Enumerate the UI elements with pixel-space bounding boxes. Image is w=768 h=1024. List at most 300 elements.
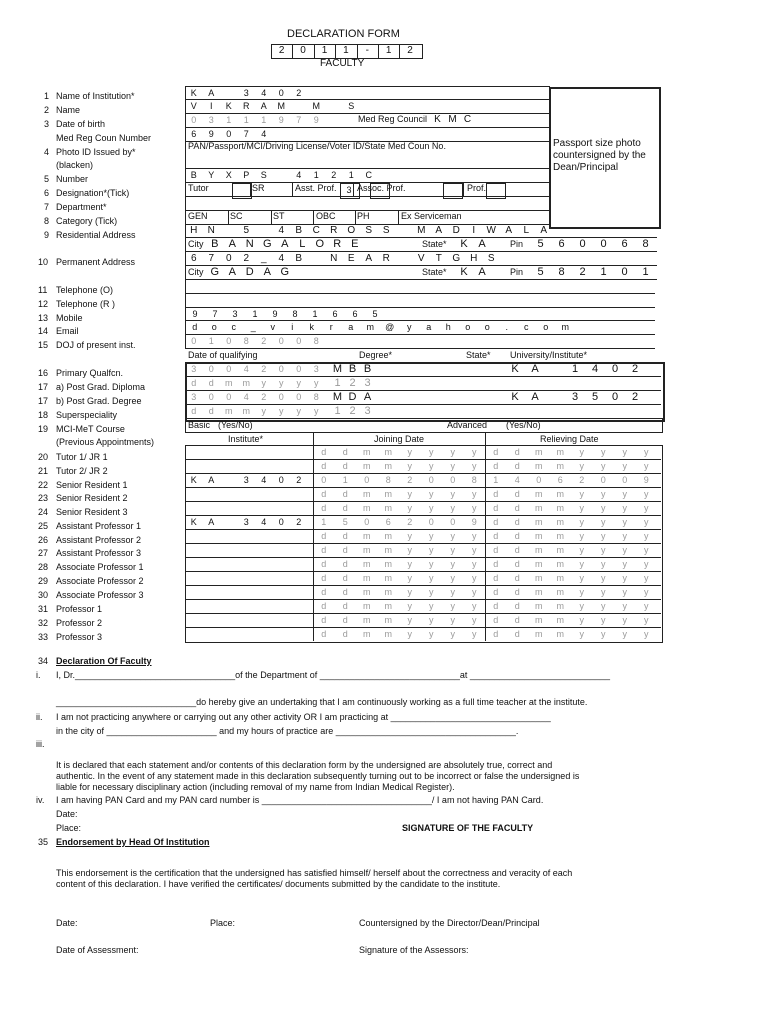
appt-relieving-char[interactable]: d <box>493 587 499 597</box>
qual-university-char[interactable]: 2 <box>631 363 639 375</box>
appt-joining-char[interactable]: m <box>384 601 392 611</box>
residential-pin-char[interactable]: 0 <box>600 238 607 250</box>
name-char[interactable]: A <box>260 101 267 111</box>
name-char[interactable]: M <box>312 101 320 111</box>
permanent-city-char[interactable]: A <box>263 266 271 278</box>
appt-relieving-char[interactable]: d <box>493 461 499 471</box>
appt-relieving-char[interactable]: m <box>556 461 564 471</box>
qual-university-char[interactable]: 2 <box>631 391 639 403</box>
email-char[interactable]: a <box>426 322 432 332</box>
appt-joining-char[interactable]: y <box>429 573 434 583</box>
appt-joining-char[interactable]: y <box>407 587 412 597</box>
appt-joining-char[interactable]: y <box>472 587 477 597</box>
appt-joining-char[interactable]: d <box>321 461 327 471</box>
appt-joining-char[interactable]: y <box>472 531 477 541</box>
id-number-char[interactable]: Y <box>208 170 215 180</box>
name-char[interactable]: M <box>277 101 285 111</box>
qual-date-char[interactable]: d <box>208 378 214 388</box>
appt-relieving-char[interactable]: d <box>514 545 520 555</box>
id-number-char[interactable]: S <box>260 170 267 180</box>
appt-relieving-char[interactable]: 9 <box>643 475 649 485</box>
appt-relieving-char[interactable]: y <box>622 517 627 527</box>
appt-joining-char[interactable]: y <box>472 545 477 555</box>
residential-city-char[interactable]: L <box>299 238 306 250</box>
mobile-char[interactable]: 9 <box>192 309 198 319</box>
appt-relieving-char[interactable]: d <box>493 545 499 555</box>
appt-joining-char[interactable]: m <box>384 489 392 499</box>
appt-joining-char[interactable]: d <box>342 615 348 625</box>
qual-date-char[interactable]: 3 <box>313 364 319 374</box>
appt-joining-char[interactable]: d <box>321 503 327 513</box>
appt-joining-char[interactable]: d <box>342 601 348 611</box>
qual-degree-char[interactable]: 1 <box>334 377 341 389</box>
appt-relieving-char[interactable]: d <box>514 489 520 499</box>
institution-code-char[interactable]: A <box>208 88 215 98</box>
qual-date-char[interactable]: y <box>296 406 301 416</box>
appt-relieving-char[interactable]: d <box>493 601 499 611</box>
doj-char[interactable]: 1 <box>208 336 214 346</box>
permanent-address-char[interactable]: 2 <box>243 253 250 264</box>
appt-joining-char[interactable]: 0 <box>450 517 456 527</box>
appt-relieving-char[interactable]: y <box>601 559 606 569</box>
residential-state-char[interactable]: A <box>478 238 486 250</box>
appt-joining-char[interactable]: y <box>407 629 412 639</box>
residential-address-char[interactable]: W <box>486 225 496 236</box>
doj-char[interactable]: 0 <box>278 336 284 346</box>
appt-relieving-char[interactable]: d <box>493 559 499 569</box>
qual-date-char[interactable]: y <box>261 406 266 416</box>
appt-relieving-char[interactable]: m <box>535 587 543 597</box>
appt-joining-char[interactable]: y <box>407 601 412 611</box>
appt-relieving-char[interactable]: y <box>622 587 627 597</box>
appt-relieving-char[interactable]: y <box>622 503 627 513</box>
appt-joining-char[interactable]: y <box>472 629 477 639</box>
designation-mark[interactable]: 3 <box>346 185 352 195</box>
mobile-char[interactable]: 6 <box>352 309 358 319</box>
qual-date-char[interactable]: m <box>225 406 233 416</box>
appt-joining-char[interactable]: m <box>363 489 371 499</box>
residential-city-char[interactable]: A <box>281 238 289 250</box>
email-char[interactable]: m <box>366 322 374 332</box>
appt-relieving-char[interactable]: d <box>514 517 520 527</box>
institution-code-char[interactable]: 4 <box>261 88 267 98</box>
med-reg-council-char[interactable]: M <box>448 114 457 125</box>
qual-degree-char[interactable]: 2 <box>349 405 356 417</box>
appt-joining-char[interactable]: y <box>450 615 455 625</box>
email-char[interactable]: v <box>270 322 275 332</box>
permanent-pin-char[interactable]: 1 <box>642 266 649 278</box>
appt-joining-char[interactable]: d <box>321 545 327 555</box>
dob-char[interactable]: 3 <box>208 115 214 125</box>
dob-char[interactable]: 1 <box>261 115 267 125</box>
appt-relieving-char[interactable]: d <box>493 629 499 639</box>
mobile-char[interactable]: 6 <box>332 309 338 319</box>
qual-date-char[interactable]: y <box>296 378 301 388</box>
appt-relieving-char[interactable]: d <box>493 447 499 457</box>
id-number-char[interactable]: X <box>225 170 232 180</box>
dob-char[interactable]: 9 <box>313 115 319 125</box>
residential-address-char[interactable]: A <box>435 225 443 236</box>
residential-address-char[interactable]: A <box>540 225 548 236</box>
appt-relieving-char[interactable]: m <box>556 531 564 541</box>
appt-joining-char[interactable]: d <box>321 531 327 541</box>
doj-char[interactable]: 8 <box>243 336 249 346</box>
appt-joining-char[interactable]: 5 <box>342 517 348 527</box>
appt-joining-char[interactable]: m <box>384 587 392 597</box>
appt-joining-char[interactable]: y <box>429 629 434 639</box>
appt-joining-char[interactable]: 1 <box>321 517 327 527</box>
qual-university-char[interactable]: 3 <box>571 391 579 403</box>
appt-relieving-char[interactable]: y <box>644 629 649 639</box>
appt-relieving-char[interactable]: y <box>644 447 649 457</box>
residential-pin-char[interactable]: 6 <box>558 238 565 250</box>
appt-joining-char[interactable]: 8 <box>385 475 391 485</box>
appt-joining-char[interactable]: m <box>384 615 392 625</box>
appt-joining-char[interactable]: d <box>321 587 327 597</box>
qual-degree-char[interactable]: A <box>363 391 372 403</box>
appt-relieving-char[interactable]: y <box>601 587 606 597</box>
year-char[interactable]: 0 <box>300 45 306 56</box>
appt-joining-char[interactable]: m <box>384 559 392 569</box>
appt-joining-char[interactable]: y <box>407 545 412 555</box>
name-char[interactable]: I <box>209 101 213 111</box>
appt-relieving-char[interactable]: m <box>535 559 543 569</box>
qual-university-char[interactable]: 1 <box>571 363 579 375</box>
appt-relieving-char[interactable]: d <box>514 587 520 597</box>
appt-relieving-char[interactable]: y <box>579 531 584 541</box>
id-number-char[interactable]: B <box>190 170 197 180</box>
residential-city-char[interactable]: B <box>211 238 219 250</box>
appt-relieving-char[interactable]: d <box>493 503 499 513</box>
appt-relieving-char[interactable]: y <box>644 489 649 499</box>
qual-university-char[interactable]: 0 <box>611 363 619 375</box>
appt-relieving-char[interactable]: d <box>514 447 520 457</box>
appt-relieving-char[interactable]: y <box>601 461 606 471</box>
appt-joining-char[interactable]: m <box>363 461 371 471</box>
appt-institute-char[interactable]: 3 <box>243 517 249 527</box>
appt-relieving-char[interactable]: m <box>535 531 543 541</box>
residential-address-char[interactable]: 4 <box>278 225 285 236</box>
permanent-address-char[interactable]: 0 <box>225 253 232 264</box>
appt-joining-char[interactable]: y <box>472 615 477 625</box>
dob-char[interactable]: 1 <box>226 115 232 125</box>
appt-joining-char[interactable]: m <box>384 629 392 639</box>
appt-relieving-char[interactable]: y <box>601 629 606 639</box>
email-char[interactable]: i <box>291 322 294 332</box>
permanent-address-char[interactable]: N <box>330 253 338 264</box>
appt-relieving-char[interactable]: y <box>579 587 584 597</box>
appt-relieving-char[interactable]: m <box>556 447 564 457</box>
appt-joining-char[interactable]: m <box>384 545 392 555</box>
qual-degree-char[interactable]: D <box>348 391 357 403</box>
qual-date-char[interactable]: 3 <box>191 364 197 374</box>
year-char[interactable]: 1 <box>385 45 392 56</box>
email-char[interactable]: @ <box>385 322 395 332</box>
appt-joining-char[interactable]: m <box>384 573 392 583</box>
permanent-address-char[interactable]: T <box>435 253 442 264</box>
email-char[interactable]: y <box>407 322 412 332</box>
appt-relieving-char[interactable]: d <box>493 531 499 541</box>
appt-joining-char[interactable]: y <box>472 573 477 583</box>
med-reg-number-char[interactable]: 4 <box>261 129 267 139</box>
qual-degree-char[interactable]: M <box>332 363 343 375</box>
qual-date-char[interactable]: m <box>242 406 250 416</box>
qual-date-char[interactable]: d <box>191 378 197 388</box>
appt-relieving-char[interactable]: d <box>493 615 499 625</box>
doj-char[interactable]: 8 <box>313 336 319 346</box>
appt-joining-char[interactable]: y <box>472 489 477 499</box>
residential-address-char[interactable]: N <box>207 225 215 236</box>
appt-relieving-char[interactable]: d <box>514 531 520 541</box>
id-number-char[interactable]: 4 <box>296 170 302 180</box>
appt-joining-char[interactable]: y <box>429 545 434 555</box>
appt-relieving-char[interactable]: y <box>579 503 584 513</box>
appt-joining-char[interactable]: m <box>384 531 392 541</box>
appt-joining-char[interactable]: d <box>342 503 348 513</box>
appt-relieving-char[interactable]: y <box>579 447 584 457</box>
appt-joining-char[interactable]: 9 <box>471 517 477 527</box>
appt-relieving-char[interactable]: y <box>644 531 649 541</box>
qual-date-char[interactable]: 0 <box>278 392 284 402</box>
qual-date-char[interactable]: d <box>208 406 214 416</box>
permanent-address-char[interactable]: _ <box>260 253 267 264</box>
appt-joining-char[interactable]: d <box>321 559 327 569</box>
email-char[interactable]: m <box>561 322 569 332</box>
mobile-char[interactable]: 9 <box>272 309 278 319</box>
qual-date-char[interactable]: 0 <box>226 392 232 402</box>
appt-joining-char[interactable]: 0 <box>321 475 327 485</box>
permanent-city-char[interactable]: D <box>245 266 254 278</box>
appt-joining-char[interactable]: d <box>342 587 348 597</box>
appt-institute-char[interactable]: A <box>208 517 215 527</box>
appt-joining-char[interactable]: d <box>342 573 348 583</box>
appt-relieving-char[interactable]: d <box>493 517 499 527</box>
appt-institute-char[interactable]: 0 <box>278 475 284 485</box>
year-char[interactable]: 1 <box>321 45 328 56</box>
year-char[interactable]: 2 <box>407 45 413 56</box>
permanent-pin-char[interactable]: 1 <box>600 266 607 278</box>
appt-relieving-char[interactable]: m <box>535 573 543 583</box>
email-char[interactable]: k <box>309 322 314 332</box>
appt-joining-char[interactable]: y <box>429 503 434 513</box>
appt-relieving-char[interactable]: y <box>622 559 627 569</box>
appt-joining-char[interactable]: y <box>450 601 455 611</box>
appt-relieving-char[interactable]: 4 <box>514 475 520 485</box>
appt-relieving-char[interactable]: y <box>579 489 584 499</box>
qual-date-char[interactable]: 3 <box>191 392 197 402</box>
appt-relieving-char[interactable]: 6 <box>557 475 563 485</box>
med-reg-number-char[interactable]: 0 <box>226 129 232 139</box>
name-char[interactable]: S <box>348 101 355 111</box>
appt-joining-char[interactable]: y <box>450 629 455 639</box>
permanent-address-char[interactable]: E <box>347 253 355 264</box>
residential-city-char[interactable]: E <box>351 238 359 250</box>
institution-code-char[interactable]: 0 <box>278 88 284 98</box>
appt-relieving-char[interactable]: m <box>535 517 543 527</box>
qual-date-char[interactable]: 0 <box>278 364 284 374</box>
permanent-address-char[interactable]: 6 <box>190 253 197 264</box>
permanent-pin-char[interactable]: 0 <box>621 266 628 278</box>
residential-address-char[interactable]: M <box>417 225 426 236</box>
appt-relieving-char[interactable]: y <box>644 559 649 569</box>
appt-relieving-char[interactable]: m <box>556 587 564 597</box>
appt-joining-char[interactable]: d <box>321 447 327 457</box>
institution-code-char[interactable]: 3 <box>243 88 249 98</box>
appt-joining-char[interactable]: m <box>363 629 371 639</box>
qual-date-char[interactable]: 4 <box>243 364 249 374</box>
appt-relieving-char[interactable]: y <box>622 573 627 583</box>
email-char[interactable]: o <box>211 322 217 332</box>
appt-joining-char[interactable]: m <box>363 601 371 611</box>
appt-relieving-char[interactable]: y <box>622 489 627 499</box>
qual-degree-char[interactable]: B <box>348 363 357 375</box>
appt-relieving-char[interactable]: y <box>622 545 627 555</box>
appt-joining-char[interactable]: y <box>407 531 412 541</box>
mobile-char[interactable]: 7 <box>212 309 218 319</box>
email-char[interactable]: o <box>543 322 549 332</box>
year-char[interactable]: 1 <box>343 45 349 56</box>
residential-address-char[interactable]: B <box>295 225 303 236</box>
med-reg-number-char[interactable]: 9 <box>208 129 214 139</box>
appt-relieving-char[interactable]: 0 <box>600 475 606 485</box>
qual-university-char[interactable]: K <box>511 391 519 403</box>
doj-char[interactable]: 0 <box>296 336 302 346</box>
appt-relieving-char[interactable]: d <box>514 503 520 513</box>
appt-relieving-char[interactable]: y <box>601 531 606 541</box>
appt-joining-char[interactable]: y <box>472 503 477 513</box>
residential-state-char[interactable]: K <box>460 238 468 250</box>
qual-university-char[interactable]: A <box>531 391 539 403</box>
permanent-city-char[interactable]: G <box>210 266 220 278</box>
appt-institute-char[interactable]: 0 <box>278 517 284 527</box>
appt-joining-char[interactable]: y <box>407 489 412 499</box>
email-char[interactable]: _ <box>250 322 256 332</box>
residential-city-char[interactable]: R <box>333 238 342 250</box>
email-char[interactable]: c <box>524 322 529 332</box>
doj-char[interactable]: 0 <box>191 336 197 346</box>
appt-relieving-char[interactable]: y <box>579 573 584 583</box>
qual-date-char[interactable]: y <box>314 406 319 416</box>
appt-joining-char[interactable]: y <box>450 573 455 583</box>
mobile-char[interactable]: 8 <box>292 309 298 319</box>
appt-relieving-char[interactable]: 0 <box>536 475 542 485</box>
qual-degree-char[interactable]: 1 <box>334 405 341 417</box>
appt-relieving-char[interactable]: d <box>514 601 520 611</box>
appt-joining-char[interactable]: m <box>363 531 371 541</box>
permanent-address-char[interactable]: S <box>487 253 495 264</box>
appt-joining-char[interactable]: y <box>472 447 477 457</box>
doj-char[interactable]: 2 <box>261 336 267 346</box>
residential-address-char[interactable]: H <box>190 225 198 236</box>
email-char[interactable]: r <box>329 322 333 332</box>
email-char[interactable]: d <box>192 322 198 332</box>
qual-date-char[interactable]: y <box>279 378 284 388</box>
qual-date-char[interactable]: 0 <box>226 364 232 374</box>
id-number-char[interactable]: P <box>243 170 250 180</box>
email-char[interactable]: c <box>231 322 236 332</box>
appt-joining-char[interactable]: 2 <box>407 475 413 485</box>
appt-relieving-char[interactable]: m <box>556 503 564 513</box>
appt-joining-char[interactable]: y <box>407 615 412 625</box>
appt-relieving-char[interactable]: 1 <box>493 475 499 485</box>
name-char[interactable]: V <box>190 101 197 111</box>
appt-relieving-char[interactable]: y <box>644 461 649 471</box>
residential-city-char[interactable]: G <box>262 238 272 250</box>
med-reg-council-char[interactable]: K <box>434 114 441 125</box>
appt-joining-char[interactable]: m <box>363 447 371 457</box>
appt-joining-char[interactable]: y <box>429 559 434 569</box>
qual-date-char[interactable]: 4 <box>243 392 249 402</box>
appt-institute-char[interactable]: 2 <box>296 517 302 527</box>
appt-joining-char[interactable]: d <box>342 447 348 457</box>
name-char[interactable]: R <box>243 101 250 111</box>
permanent-address-char[interactable]: 4 <box>278 253 285 264</box>
residential-address-char[interactable]: D <box>452 225 460 236</box>
appt-joining-char[interactable]: y <box>407 559 412 569</box>
permanent-address-char[interactable]: B <box>295 253 303 264</box>
residential-address-char[interactable]: I <box>472 225 476 236</box>
appt-relieving-char[interactable]: y <box>601 545 606 555</box>
appt-joining-char[interactable]: d <box>321 601 327 611</box>
appt-joining-char[interactable]: d <box>342 629 348 639</box>
residential-address-char[interactable]: A <box>505 225 513 236</box>
appt-joining-char[interactable]: y <box>407 573 412 583</box>
appt-relieving-char[interactable]: m <box>535 447 543 457</box>
appt-relieving-char[interactable]: m <box>556 517 564 527</box>
appt-joining-char[interactable]: 0 <box>364 517 370 527</box>
permanent-state-char[interactable]: K <box>460 266 468 278</box>
appt-joining-char[interactable]: y <box>429 615 434 625</box>
residential-city-char[interactable]: A <box>228 238 236 250</box>
qual-date-char[interactable]: 0 <box>296 392 302 402</box>
appt-joining-char[interactable]: y <box>472 559 477 569</box>
institution-code-char[interactable]: K <box>190 88 197 98</box>
qual-date-char[interactable]: y <box>261 378 266 388</box>
qual-degree-char[interactable]: 2 <box>349 377 356 389</box>
residential-city-char[interactable]: N <box>245 238 254 250</box>
name-char[interactable]: K <box>225 101 232 111</box>
residential-pin-char[interactable]: 5 <box>537 238 544 250</box>
appt-institute-char[interactable]: 4 <box>261 517 267 527</box>
appt-joining-char[interactable]: m <box>363 615 371 625</box>
qual-date-char[interactable]: 0 <box>208 364 214 374</box>
appt-joining-char[interactable]: y <box>429 447 434 457</box>
appt-joining-char[interactable]: y <box>450 531 455 541</box>
year-char[interactable]: - <box>365 45 369 56</box>
appt-joining-char[interactable]: y <box>450 461 455 471</box>
appt-joining-char[interactable]: d <box>342 545 348 555</box>
email-char[interactable]: h <box>445 322 451 332</box>
appt-joining-char[interactable]: m <box>363 573 371 583</box>
appt-institute-char[interactable]: A <box>208 475 215 485</box>
id-number-char[interactable]: 2 <box>331 170 337 180</box>
permanent-state-char[interactable]: A <box>478 266 486 278</box>
residential-address-char[interactable]: S <box>382 225 390 236</box>
residential-pin-char[interactable]: 6 <box>621 238 628 250</box>
appt-relieving-char[interactable]: m <box>556 489 564 499</box>
appt-relieving-char[interactable]: m <box>556 601 564 611</box>
med-reg-number-char[interactable]: 7 <box>243 129 249 139</box>
appt-relieving-char[interactable]: m <box>535 489 543 499</box>
qual-date-char[interactable]: 0 <box>208 392 214 402</box>
appt-relieving-char[interactable]: m <box>535 615 543 625</box>
appt-institute-char[interactable]: 4 <box>261 475 267 485</box>
appt-relieving-char[interactable]: y <box>622 531 627 541</box>
appt-relieving-char[interactable]: d <box>493 573 499 583</box>
appt-joining-char[interactable]: y <box>407 461 412 471</box>
appt-relieving-char[interactable]: y <box>579 517 584 527</box>
qual-date-char[interactable]: d <box>191 406 197 416</box>
